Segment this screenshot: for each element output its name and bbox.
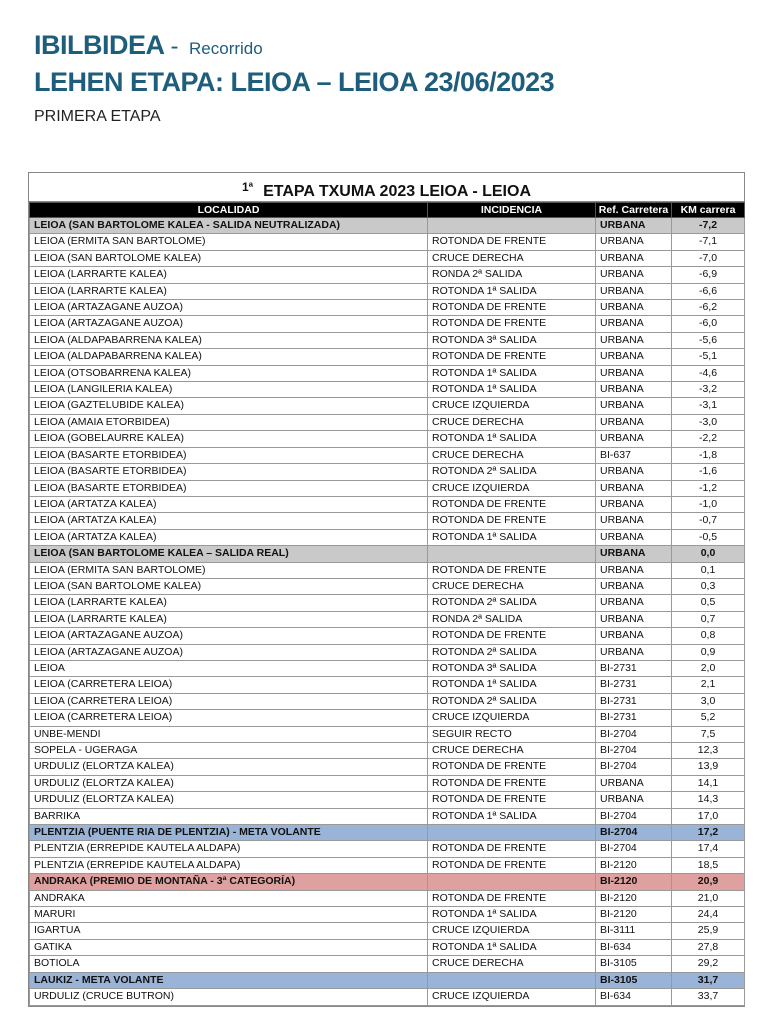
cell-km-carrera: 20,9: [672, 874, 745, 890]
cell-incidencia: ROTONDA 2ª SALIDA: [428, 464, 596, 480]
table-row: [30, 578, 745, 594]
cell-ref-carretera: URBANA: [596, 578, 672, 594]
cell-localidad: SOPELA - UGERAGA: [30, 743, 428, 759]
table-row: [30, 644, 745, 660]
table-row: [30, 349, 745, 365]
cell-km-carrera: 0,9: [672, 644, 745, 660]
cell-ref-carretera: BI-2120: [596, 890, 672, 906]
table-row: [30, 464, 745, 480]
cell-ref-carretera: URBANA: [596, 382, 672, 398]
stage-subtitle: PRIMERA ETAPA: [34, 108, 161, 125]
cell-km-carrera: -6,6: [672, 283, 745, 299]
table-row: [30, 546, 745, 562]
cell-incidencia: [428, 825, 596, 841]
cell-km-carrera: 27,8: [672, 939, 745, 955]
table-row: [30, 907, 745, 923]
cell-incidencia: RONDA 2ª SALIDA: [428, 611, 596, 627]
cell-km-carrera: 13,9: [672, 759, 745, 775]
cell-ref-carretera: URBANA: [596, 464, 672, 480]
cell-km-carrera: 0,3: [672, 578, 745, 594]
cell-incidencia: ROTONDA DE FRENTE: [428, 513, 596, 529]
cell-km-carrera: 5,2: [672, 710, 745, 726]
cell-localidad: LEIOA (CARRETERA LEIOA): [30, 677, 428, 693]
cell-ref-carretera: URBANA: [596, 250, 672, 266]
cell-localidad: ANDRAKA: [30, 890, 428, 906]
cell-km-carrera: -1,6: [672, 464, 745, 480]
cell-localidad: URDULIZ (CRUCE BUTRON): [30, 989, 428, 1005]
cell-ref-carretera: BI-2731: [596, 693, 672, 709]
cell-ref-carretera: BI-637: [596, 447, 672, 463]
cell-incidencia: ROTONDA 1ª SALIDA: [428, 529, 596, 545]
table-row: [30, 792, 745, 808]
cell-incidencia: ROTONDA 1ª SALIDA: [428, 808, 596, 824]
cell-incidencia: [428, 218, 596, 234]
cell-ref-carretera: URBANA: [596, 529, 672, 545]
table-row: [30, 890, 745, 906]
table-row: [30, 989, 745, 1005]
cell-incidencia: ROTONDA 2ª SALIDA: [428, 595, 596, 611]
cell-ref-carretera: BI-2704: [596, 726, 672, 742]
cell-ref-carretera: URBANA: [596, 546, 672, 562]
cell-km-carrera: 17,4: [672, 841, 745, 857]
cell-localidad: MARURI: [30, 907, 428, 923]
cell-ref-carretera: URBANA: [596, 595, 672, 611]
cell-ref-carretera: URBANA: [596, 283, 672, 299]
column-header-km-carrera: KM carrera: [672, 203, 745, 218]
cell-localidad: LEIOA (ALDAPABARRENA KALEA): [30, 349, 428, 365]
cell-ref-carretera: URBANA: [596, 332, 672, 348]
cell-km-carrera: 18,5: [672, 857, 745, 873]
cell-localidad: LEIOA (AMAIA ETORBIDEA): [30, 414, 428, 430]
cell-incidencia: CRUCE IZQUIERDA: [428, 989, 596, 1005]
cell-localidad: LEIOA (SAN BARTOLOME KALEA - SALIDA NEUTRALIZADA): [30, 218, 428, 234]
cell-ref-carretera: BI-2704: [596, 808, 672, 824]
cell-ref-carretera: URBANA: [596, 365, 672, 381]
cell-localidad: LEIOA (CARRETERA LEIOA): [30, 710, 428, 726]
cell-incidencia: ROTONDA DE FRENTE: [428, 759, 596, 775]
table-row: [30, 398, 745, 414]
cell-localidad: LEIOA (SAN BARTOLOME KALEA – SALIDA REAL): [30, 546, 428, 562]
cell-km-carrera: -1,2: [672, 480, 745, 496]
cell-km-carrera: -7,0: [672, 250, 745, 266]
cell-incidencia: ROTONDA DE FRENTE: [428, 792, 596, 808]
cell-incidencia: ROTONDA DE FRENTE: [428, 562, 596, 578]
cell-incidencia: RONDA 2ª SALIDA: [428, 267, 596, 283]
cell-incidencia: CRUCE IZQUIERDA: [428, 923, 596, 939]
cell-localidad: BOTIOLA: [30, 956, 428, 972]
cell-ref-carretera: URBANA: [596, 349, 672, 365]
cell-km-carrera: -3,2: [672, 382, 745, 398]
cell-km-carrera: 2,1: [672, 677, 745, 693]
cell-ref-carretera: BI-3105: [596, 972, 672, 988]
cell-localidad: LEIOA (BASARTE ETORBIDEA): [30, 447, 428, 463]
cell-incidencia: ROTONDA DE FRENTE: [428, 775, 596, 791]
cell-localidad: LEIOA (ALDAPABARRENA KALEA): [30, 332, 428, 348]
table-body: [30, 218, 745, 1006]
cell-ref-carretera: BI-2704: [596, 759, 672, 775]
cell-incidencia: ROTONDA DE FRENTE: [428, 628, 596, 644]
table-row: [30, 710, 745, 726]
table-title: [29, 173, 744, 202]
cell-ref-carretera: BI-2731: [596, 677, 672, 693]
cell-km-carrera: -7,2: [672, 218, 745, 234]
table-row: [30, 677, 745, 693]
table-row: [30, 447, 745, 463]
cell-km-carrera: 0,1: [672, 562, 745, 578]
cell-km-carrera: 0,5: [672, 595, 745, 611]
cell-incidencia: CRUCE IZQUIERDA: [428, 480, 596, 496]
cell-ref-carretera: URBANA: [596, 398, 672, 414]
cell-ref-carretera: BI-634: [596, 989, 672, 1005]
cell-localidad: LAUKIZ - META VOLANTE: [30, 972, 428, 988]
cell-incidencia: ROTONDA 1ª SALIDA: [428, 677, 596, 693]
cell-incidencia: CRUCE IZQUIERDA: [428, 710, 596, 726]
table-title-prefix: 1ª: [241, 180, 254, 194]
table-row: [30, 595, 745, 611]
cell-incidencia: ROTONDA 1ª SALIDA: [428, 365, 596, 381]
table-row: [30, 513, 745, 529]
cell-km-carrera: 17,2: [672, 825, 745, 841]
cell-km-carrera: 29,2: [672, 956, 745, 972]
route-table: [28, 172, 745, 1007]
cell-localidad: LEIOA (LARRARTE KALEA): [30, 595, 428, 611]
table-row: [30, 431, 745, 447]
cell-incidencia: ROTONDA 1ª SALIDA: [428, 283, 596, 299]
cell-localidad: LEIOA (BASARTE ETORBIDEA): [30, 464, 428, 480]
cell-km-carrera: -5,6: [672, 332, 745, 348]
table-row: [30, 874, 745, 890]
cell-localidad: IGARTUA: [30, 923, 428, 939]
table-row: [30, 562, 745, 578]
cell-ref-carretera: URBANA: [596, 496, 672, 512]
cell-ref-carretera: BI-2731: [596, 710, 672, 726]
cell-ref-carretera: URBANA: [596, 644, 672, 660]
cell-incidencia: ROTONDA 3ª SALIDA: [428, 660, 596, 676]
cell-km-carrera: -6,9: [672, 267, 745, 283]
cell-km-carrera: 12,3: [672, 743, 745, 759]
cell-localidad: LEIOA (GOBELAURRE KALEA): [30, 431, 428, 447]
cell-km-carrera: -4,6: [672, 365, 745, 381]
cell-incidencia: SEGUIR RECTO: [428, 726, 596, 742]
cell-localidad: URDULIZ (ELORTZA KALEA): [30, 792, 428, 808]
cell-incidencia: ROTONDA DE FRENTE: [428, 349, 596, 365]
table-row: [30, 300, 745, 316]
cell-ref-carretera: URBANA: [596, 218, 672, 234]
cell-km-carrera: 14,1: [672, 775, 745, 791]
cell-localidad: LEIOA (SAN BARTOLOME KALEA): [30, 578, 428, 594]
cell-incidencia: ROTONDA DE FRENTE: [428, 496, 596, 512]
table-row: [30, 743, 745, 759]
cell-incidencia: CRUCE DERECHA: [428, 414, 596, 430]
cell-localidad: LEIOA (LARRARTE KALEA): [30, 283, 428, 299]
cell-incidencia: ROTONDA DE FRENTE: [428, 300, 596, 316]
cell-localidad: LEIOA (ARTAZAGANE AUZOA): [30, 644, 428, 660]
cell-km-carrera: -6,2: [672, 300, 745, 316]
cell-km-carrera: -2,2: [672, 431, 745, 447]
cell-localidad: LEIOA: [30, 660, 428, 676]
cell-localidad: LEIOA (ARTAZAGANE AUZOA): [30, 316, 428, 332]
cell-ref-carretera: BI-2704: [596, 825, 672, 841]
cell-km-carrera: 3,0: [672, 693, 745, 709]
cell-localidad: URDULIZ (ELORTZA KALEA): [30, 775, 428, 791]
cell-ref-carretera: URBANA: [596, 628, 672, 644]
table-row: [30, 611, 745, 627]
cell-km-carrera: -0,5: [672, 529, 745, 545]
cell-km-carrera: -3,0: [672, 414, 745, 430]
cell-localidad: ANDRAKA (PREMIO DE MONTAÑA - 3ª CATEGORÍA): [30, 874, 428, 890]
cell-km-carrera: -6,0: [672, 316, 745, 332]
cell-incidencia: CRUCE DERECHA: [428, 578, 596, 594]
cell-localidad: LEIOA (ARTAZAGANE AUZOA): [30, 628, 428, 644]
cell-ref-carretera: URBANA: [596, 792, 672, 808]
cell-ref-carretera: URBANA: [596, 431, 672, 447]
cell-km-carrera: 24,4: [672, 907, 745, 923]
cell-localidad: LEIOA (ARTATZA KALEA): [30, 513, 428, 529]
cell-incidencia: ROTONDA DE FRENTE: [428, 857, 596, 873]
cell-localidad: GATIKA: [30, 939, 428, 955]
cell-ref-carretera: URBANA: [596, 611, 672, 627]
cell-incidencia: CRUCE IZQUIERDA: [428, 398, 596, 414]
cell-ref-carretera: BI-2120: [596, 874, 672, 890]
cell-localidad: PLENTZIA (ERREPIDE KAUTELA ALDAPA): [30, 841, 428, 857]
table-row: [30, 332, 745, 348]
cell-incidencia: ROTONDA DE FRENTE: [428, 890, 596, 906]
cell-km-carrera: 7,5: [672, 726, 745, 742]
cell-localidad: LEIOA (ERMITA SAN BARTOLOME): [30, 234, 428, 250]
cell-incidencia: ROTONDA DE FRENTE: [428, 234, 596, 250]
table-row: [30, 939, 745, 955]
cell-km-carrera: 2,0: [672, 660, 745, 676]
cell-km-carrera: -1,0: [672, 496, 745, 512]
cell-incidencia: ROTONDA 1ª SALIDA: [428, 939, 596, 955]
table-row: [30, 972, 745, 988]
cell-localidad: PLENTZIA (PUENTE RIA DE PLENTZIA) - META VOLANTE: [30, 825, 428, 841]
table-row: [30, 316, 745, 332]
table-title-text: ETAPA TXUMA 2023 LEIOA - LEIOA: [263, 183, 531, 200]
table-row: [30, 808, 745, 824]
cell-localidad: BARRIKA: [30, 808, 428, 824]
table-row: [30, 857, 745, 873]
cell-incidencia: ROTONDA 3ª SALIDA: [428, 332, 596, 348]
cell-incidencia: ROTONDA 1ª SALIDA: [428, 431, 596, 447]
cell-ref-carretera: URBANA: [596, 513, 672, 529]
cell-ref-carretera: BI-2704: [596, 743, 672, 759]
table-row: [30, 234, 745, 250]
cell-localidad: LEIOA (SAN BARTOLOME KALEA): [30, 250, 428, 266]
cell-localidad: LEIOA (LANGILERIA KALEA): [30, 382, 428, 398]
table-row: [30, 775, 745, 791]
cell-ref-carretera: BI-2120: [596, 907, 672, 923]
cell-incidencia: [428, 546, 596, 562]
cell-km-carrera: 25,9: [672, 923, 745, 939]
cell-incidencia: ROTONDA DE FRENTE: [428, 841, 596, 857]
table-row: [30, 923, 745, 939]
cell-incidencia: CRUCE DERECHA: [428, 743, 596, 759]
table-row: [30, 841, 745, 857]
cell-localidad: LEIOA (LARRARTE KALEA): [30, 611, 428, 627]
column-header-incidencia: INCIDENCIA: [428, 203, 596, 218]
table-row: [30, 628, 745, 644]
route-grid: [29, 202, 745, 1006]
column-header-ref-carretera: Ref. Carretera: [596, 203, 672, 218]
cell-localidad: LEIOA (OTSOBARRENA KALEA): [30, 365, 428, 381]
cell-ref-carretera: URBANA: [596, 414, 672, 430]
cell-km-carrera: -1,8: [672, 447, 745, 463]
cell-km-carrera: -7,1: [672, 234, 745, 250]
cell-km-carrera: 14,3: [672, 792, 745, 808]
cell-ref-carretera: URBANA: [596, 316, 672, 332]
cell-localidad: LEIOA (ARTAZAGANE AUZOA): [30, 300, 428, 316]
cell-ref-carretera: BI-2120: [596, 857, 672, 873]
route-title: [34, 28, 754, 62]
cell-localidad: LEIOA (ARTATZA KALEA): [30, 496, 428, 512]
table-row: [30, 693, 745, 709]
cell-incidencia: ROTONDA DE FRENTE: [428, 316, 596, 332]
cell-ref-carretera: URBANA: [596, 267, 672, 283]
cell-ref-carretera: URBANA: [596, 480, 672, 496]
cell-ref-carretera: BI-3105: [596, 956, 672, 972]
table-row: [30, 759, 745, 775]
cell-ref-carretera: URBANA: [596, 234, 672, 250]
cell-km-carrera: 0,8: [672, 628, 745, 644]
cell-incidencia: ROTONDA 2ª SALIDA: [428, 644, 596, 660]
table-row: [30, 218, 745, 234]
table-row: [30, 267, 745, 283]
cell-km-carrera: -5,1: [672, 349, 745, 365]
stage-title: LEHEN ETAPA: LEIOA – LEIOA 23/06/2023: [34, 67, 555, 97]
cell-incidencia: [428, 874, 596, 890]
cell-localidad: PLENTZIA (ERREPIDE KAUTELA ALDAPA): [30, 857, 428, 873]
cell-incidencia: CRUCE DERECHA: [428, 447, 596, 463]
cell-km-carrera: -0,7: [672, 513, 745, 529]
cell-localidad: URDULIZ (ELORTZA KALEA): [30, 759, 428, 775]
table-row: [30, 825, 745, 841]
cell-localidad: LEIOA (CARRETERA LEIOA): [30, 693, 428, 709]
cell-ref-carretera: BI-2731: [596, 660, 672, 676]
cell-km-carrera: 31,7: [672, 972, 745, 988]
cell-incidencia: CRUCE DERECHA: [428, 250, 596, 266]
cell-ref-carretera: BI-2704: [596, 841, 672, 857]
route-title-sub: Recorrido: [189, 39, 263, 58]
table-row: [30, 250, 745, 266]
column-header-localidad: LOCALIDAD: [30, 203, 428, 218]
cell-km-carrera: 0,0: [672, 546, 745, 562]
cell-km-carrera: 33,7: [672, 989, 745, 1005]
cell-localidad: LEIOA (BASARTE ETORBIDEA): [30, 480, 428, 496]
cell-incidencia: CRUCE DERECHA: [428, 956, 596, 972]
cell-localidad: UNBE-MENDI: [30, 726, 428, 742]
table-row: [30, 414, 745, 430]
table-row: [30, 496, 745, 512]
cell-ref-carretera: URBANA: [596, 562, 672, 578]
route-title-main: IBILBIDEA: [34, 30, 165, 60]
cell-localidad: LEIOA (LARRARTE KALEA): [30, 267, 428, 283]
table-row: [30, 365, 745, 381]
table-row: [30, 726, 745, 742]
cell-ref-carretera: BI-3111: [596, 923, 672, 939]
cell-localidad: LEIOA (GAZTELUBIDE KALEA): [30, 398, 428, 414]
table-header-row: [30, 203, 745, 218]
cell-ref-carretera: BI-634: [596, 939, 672, 955]
cell-localidad: LEIOA (ARTATZA KALEA): [30, 529, 428, 545]
cell-km-carrera: 21,0: [672, 890, 745, 906]
cell-ref-carretera: URBANA: [596, 775, 672, 791]
cell-ref-carretera: URBANA: [596, 300, 672, 316]
table-row: [30, 283, 745, 299]
cell-km-carrera: -3,1: [672, 398, 745, 414]
cell-km-carrera: 0,7: [672, 611, 745, 627]
table-row: [30, 529, 745, 545]
cell-localidad: LEIOA (ERMITA SAN BARTOLOME): [30, 562, 428, 578]
cell-km-carrera: 17,0: [672, 808, 745, 824]
document-header: [34, 28, 754, 128]
cell-incidencia: ROTONDA 2ª SALIDA: [428, 693, 596, 709]
table-row: [30, 956, 745, 972]
table-row: [30, 480, 745, 496]
cell-incidencia: [428, 972, 596, 988]
table-row: [30, 382, 745, 398]
route-title-separator: -: [170, 33, 178, 60]
cell-incidencia: ROTONDA 1ª SALIDA: [428, 382, 596, 398]
cell-incidencia: ROTONDA 1ª SALIDA: [428, 907, 596, 923]
table-row: [30, 660, 745, 676]
